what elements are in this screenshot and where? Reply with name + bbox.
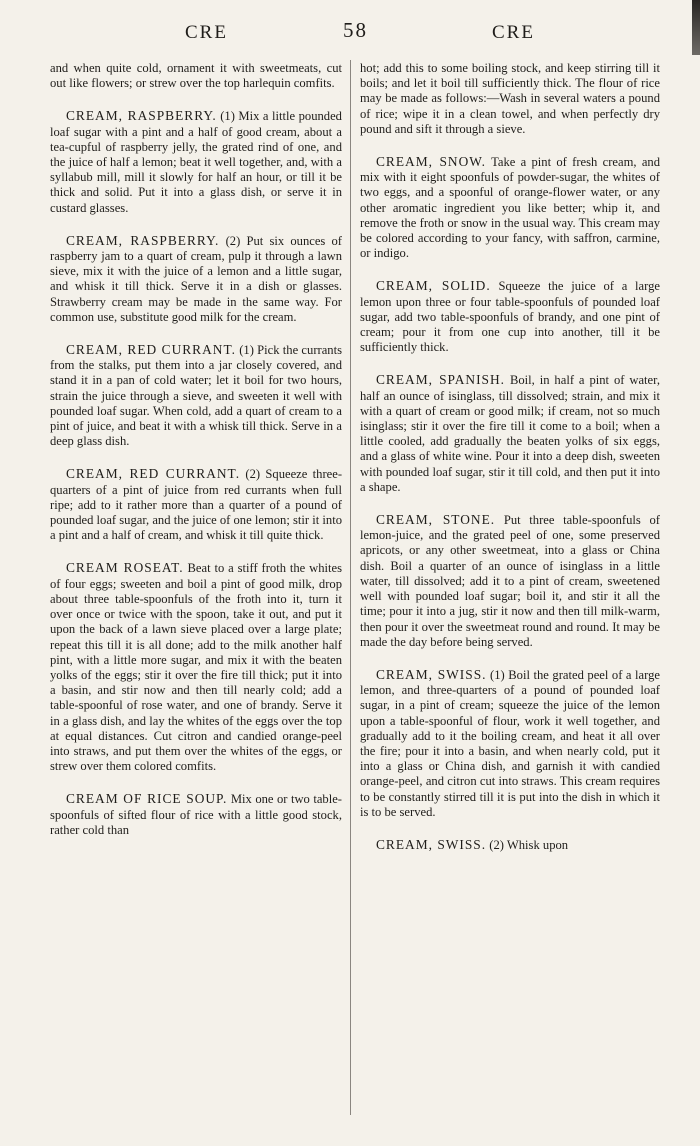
recipe-text: Squeeze the juice of a large lemon upon three or four table-spoonfuls of pounded loaf sugar, add two table-spoonfuls of brandy, and one pint of cream; pour it from one cup into another, till it be sufficiently thick. xyxy=(360,279,660,355)
recipe-entry xyxy=(50,60,342,91)
recipe-text: Beat to a stiff froth the whites of four eggs; sweeten and boil a pint of good milk, drop about three table-spoonfuls of the froth into it, turn it over once or twice with the spoon, take it out, and put it upon the back of a lawn sieve placed over a large plate; repeat this till it is all done; add to the milk another half pint, with a little more sugar, and mix it with the beaten yolks of the eggs; stir it over the fire till thick; put it into a basin, and stir now and then till nearly cold; add a table-spoonful of rose water, and one of brandy. Serve it in a glass dish, and lay the whites of the eggs over the top at equal distances. Cut citron and candied orange-peel into straws, and put them over the whites of the eggs, or strew over them colored comfits. xyxy=(50,561,342,774)
recipe-entry xyxy=(50,560,342,774)
recipe-title: CREAM, SPANISH. xyxy=(376,372,506,388)
right-column xyxy=(360,60,660,870)
recipe-entry xyxy=(360,837,660,853)
recipe-title: CREAM, RASPBERRY. xyxy=(66,232,220,248)
recipe-text: Boil, in half a pint of water, half an ounce of isinglass, till dissolved; strain, and mix it with a quart of cream or good milk; if cream, not so much isinglass; stir it over the fire till it come to a boil; when a little cooled, add gradually the beaten yolks of six eggs, and a glass of white wine. Pour it into a deep dish, sweeten with pounded loaf sugar, stir it till cold, and then put it into a shape. xyxy=(360,373,660,494)
recipe-text: Take a pint of fresh cream, and mix with it eight spoonfuls of powder-sugar, the whites of two eggs, and a spoonful of orange-flower water, or any other aromatic ingredient you like better; whip it, and remove the froth or snow in the usual way. This cream may be colored according to your fancy, with saffron, carmine, or indigo. xyxy=(360,155,661,261)
recipe-text: (2) Put six ounces of raspberry jam to a quart of cream, pulp it through a lawn sieve, mix it with the juice of a lemon and a little sugar, and whisk it till thick. Serve it in a dish or glasses. Strawberry cream may be made in the same way. For common use, substitute good milk for the cream. xyxy=(50,233,342,324)
recipe-entry xyxy=(360,512,660,650)
column-divider xyxy=(350,60,351,1115)
recipe-text: and when quite cold, ornament it with sweetmeats, cut out like flowers; or strew over the top harlequin comfits. xyxy=(50,61,342,91)
recipe-text: (2) Squeeze three-quarters of a pint of juice from red currants when full ripe; add to it rather more than a quarter of a pound of pounded loaf sugar, and the juice of one lemon; stir it into a pint and a half of cream, and whisk it till quite thick. xyxy=(50,467,343,543)
header-right-guide: CRE xyxy=(492,22,535,43)
recipe-entry xyxy=(360,278,660,355)
recipe-entry xyxy=(50,791,342,838)
recipe-entry xyxy=(360,372,660,495)
recipe-title: CREAM OF RICE SOUP. xyxy=(66,791,228,807)
recipe-text: Put three table-spoonfuls of lemon-juice, and the grated peel of one, some preserved apricots, or any other sweetmeat, into a glass or China dish. Boil a quarter of an ounce of isinglass in a little water, till dissolved; add it to a pint of cream, sweetened well with pounded loaf sugar; boil it, and stir it all the time; pour it into a jug, stir it now and then till milk-warm, then pour it over the sweetmeat round and round. It may be made the day before being served. xyxy=(360,513,660,649)
recipe-text: Mix one or two table-spoonfuls of sifted flour of rice with a little good stock, rather cold than xyxy=(50,792,342,837)
recipe-text: (1) Mix a little pounded loaf sugar with a pint and a half of good cream, about a tea-cupful of raspberry jelly, the grated rind of one, and the juice of half a lemon; beat it well together, and, with a syllabub mill, mill it slowly for half an hour, or till it be thick and solid. Put it into a glass dish, or serve it in custard glasses. xyxy=(50,109,342,215)
recipe-title: CREAM, RED CURRANT. xyxy=(66,466,241,482)
recipe-entry xyxy=(50,233,342,325)
recipe-entry xyxy=(50,342,342,449)
recipe-title: CREAM, RED CURRANT. xyxy=(66,342,236,358)
header-left-guide: CRE xyxy=(185,22,228,43)
recipe-title: CREAM, RASPBERRY. xyxy=(66,108,217,124)
recipe-text: (1) Boil the grated peel of a large lemon, and three-quarters of a pound of pounded loaf sugar, in a pint of cream; squeeze the juice of the lemon upon a table-spoonful of flour, work it well together, and gradually add to it the boiling cream, and heat it all over the fire; pour it into a basin, and when nearly cold, put it into a glass or China dish, and garnish it with candied orange-peel, and citron cut into straws. This cream requires to be constantly stirred till it is put into the dish in which it is to be served. xyxy=(360,667,660,819)
recipe-entry xyxy=(360,154,660,261)
recipe-entry xyxy=(50,466,342,543)
recipe-text: (2) Whisk upon xyxy=(489,837,569,852)
page-edge-shadow xyxy=(692,0,700,55)
running-header xyxy=(0,18,700,52)
recipe-title: CREAM ROSEAT. xyxy=(66,560,184,576)
recipe-title: CREAM, SWISS. xyxy=(376,666,487,682)
recipe-entry xyxy=(360,667,660,820)
recipe-entry xyxy=(50,108,342,215)
recipe-entry xyxy=(360,60,660,137)
recipe-text: hot; add this to some boiling stock, and keep stirring till it boils; and let it boil till sufficiently thick. The flour of rice may be made as follows:—Wash in several waters a pound of rice; wipe it in a clean towel, and when perfectly dry pound and sift it through a sieve. xyxy=(360,61,660,136)
recipe-title: CREAM, SNOW. xyxy=(376,154,486,170)
left-column xyxy=(50,60,342,855)
recipe-title: CREAM, STONE. xyxy=(376,512,496,528)
page-number: 58 xyxy=(343,18,368,42)
recipe-title: CREAM, SWISS. xyxy=(376,836,487,852)
recipe-title: CREAM, SOLID. xyxy=(376,278,491,294)
recipe-text: (1) Pick the currants from the stalks, put them into a jar closely covered, and stand it in a pan of cold water; let it boil for two hours, strain the juice through a sieve, and sweeten it well with pounded loaf sugar. When cold, add a quart of cream to a pint of juice, and beat it with a whisk till thick. Serve in a deep glass dish. xyxy=(50,343,342,449)
